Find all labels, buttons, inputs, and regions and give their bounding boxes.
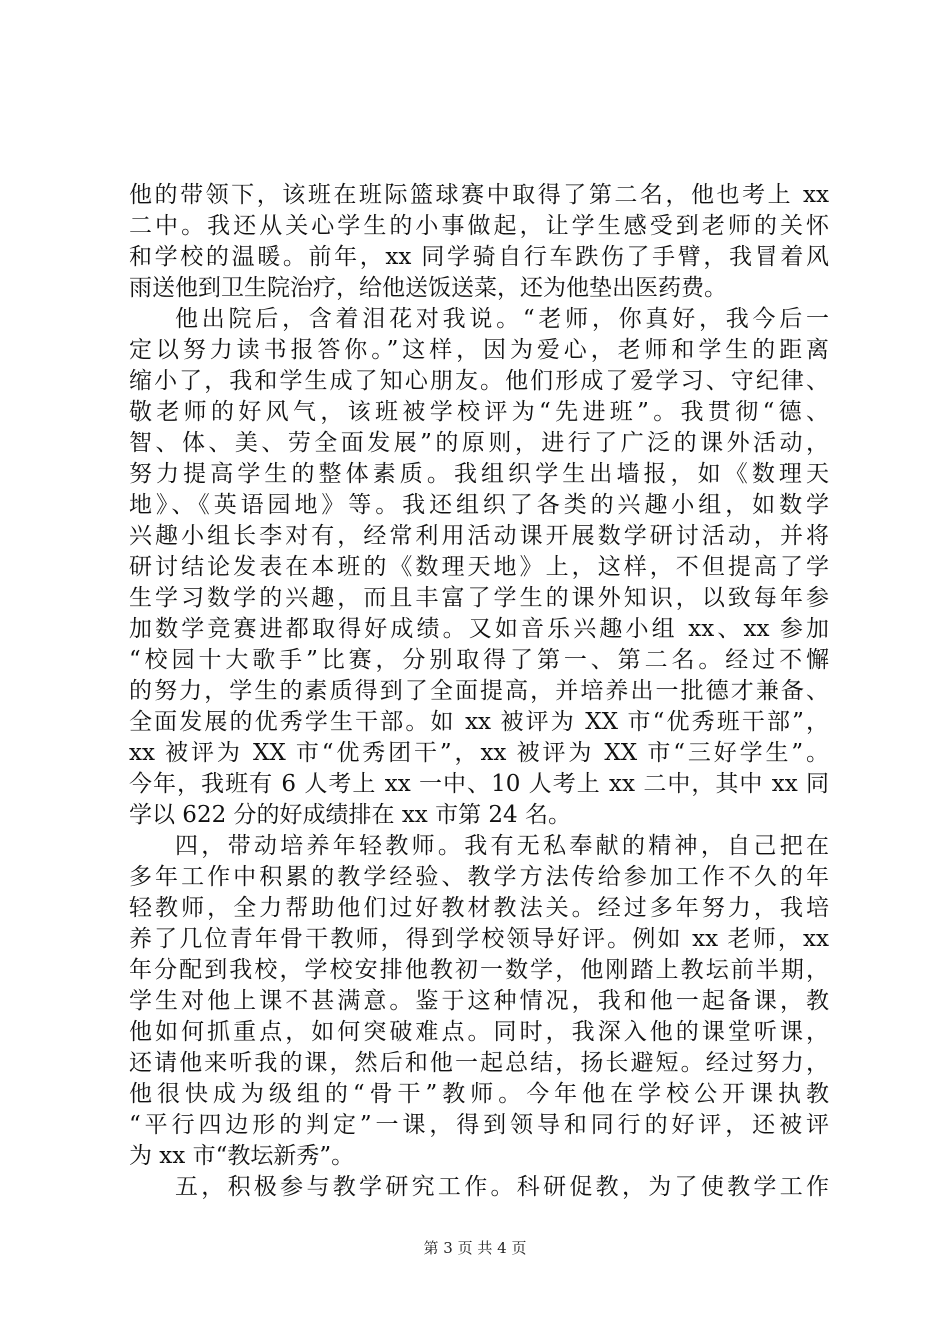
text-line: 雨送他到卫生院治疗，给他送饭送菜，还为他垫出医药费。: [129, 275, 727, 301]
text-line: “平行四边形的判定”一课，得到领导和同行的好评，还被评: [129, 1112, 829, 1138]
text-line: 轻教师，全力帮助他们过好教材教法关。经过多年努力，我培: [129, 895, 829, 921]
text-line: 还请他来听我的课，然后和他一起总结，扬长避短。经过努力，: [129, 1050, 829, 1076]
text-line: 努力提高学生的整体素质。我组织学生出墙报，如《数理天: [129, 461, 829, 487]
text-line: 他的带领下，该班在班际篮球赛中取得了第二名，他也考上 xx: [129, 182, 829, 208]
text-line: 缩小了，我和学生成了知心朋友。他们形成了爱学习、守纪律、: [129, 368, 829, 394]
text-line: 研讨结论发表在本班的《数理天地》上，这样，不但提高了学: [129, 554, 829, 580]
text-line: 加数学竞赛进都取得好成绩。又如音乐兴趣小组 xx、xx 参加: [129, 616, 829, 642]
text-line: 地》、《英语园地》等。我还组织了各类的兴趣小组，如数学: [129, 492, 829, 518]
text-line: 学以 622 分的好成绩排在 xx 市第 24 名。: [129, 802, 571, 828]
text-line: 五，积极参与教学研究工作。科研促教，为了使教学工作: [175, 1174, 829, 1200]
text-line: 他如何抓重点，如何突破难点。同时，我深入他的课堂听课，: [129, 1019, 829, 1045]
text-line: 智、体、美、劳全面发展”的原则，进行了广泛的课外活动，: [129, 430, 829, 456]
text-line: 学生对他上课不甚满意。鉴于这种情况，我和他一起备课，教: [129, 988, 829, 1014]
text-line: 二中。我还从关心学生的小事做起，让学生感受到老师的关怀: [129, 213, 829, 239]
text-line: xx 被评为 XX 市“优秀团干”，xx 被评为 XX 市“三好学生”。: [129, 740, 829, 766]
text-line: 为 xx 市“教坛新秀”。: [129, 1143, 355, 1169]
text-line: 的努力，学生的素质得到了全面提高，并培养出一批德才兼备、: [129, 678, 829, 704]
text-line: 兴趣小组长李对有，经常利用活动课开展数学研讨活动，并将: [129, 523, 829, 549]
text-line: 敬老师的好风气，该班被学校评为“先进班”。我贯彻“德、: [129, 399, 829, 425]
text-line: “校园十大歌手”比赛，分别取得了第一、第二名。经过不懈: [129, 647, 829, 673]
text-line: 今年，我班有 6 人考上 xx 一中、10 人考上 xx 二中，其中 xx 同: [129, 771, 829, 797]
text-line: 四，带动培养年轻教师。我有无私奉献的精神，自己把在: [175, 833, 829, 859]
text-line: 多年工作中积累的教学经验、教学方法传给参加工作不久的年: [129, 864, 829, 890]
text-line: 和学校的温暖。前年，xx 同学骑自行车跌伤了手臂，我冒着风: [129, 244, 829, 270]
text-line: 养了几位青年骨干教师，得到学校领导好评。例如 xx 老师，xx: [129, 926, 829, 952]
text-line: 年分配到我校，学校安排他教初一数学，他刚踏上教坛前半期，: [129, 957, 829, 983]
text-line: 全面发展的优秀学生干部。如 xx 被评为 XX 市“优秀班干部”，: [129, 709, 829, 735]
text-line: 他很快成为级组的“骨干”教师。今年他在学校公开课执教: [129, 1081, 829, 1107]
page-footer: 第 3 页 共 4 页: [423, 1239, 527, 1257]
body-text: [129, 180, 829, 1203]
text-line: 他出院后，含着泪花对我说。“老师，你真好，我今后一: [175, 306, 829, 332]
text-line: 定以努力读书报答你。”这样，因为爱心，老师和学生的距离: [129, 337, 829, 363]
text-line: 生学习数学的兴趣，而且丰富了学生的课外知识，以致每年参: [129, 585, 829, 611]
